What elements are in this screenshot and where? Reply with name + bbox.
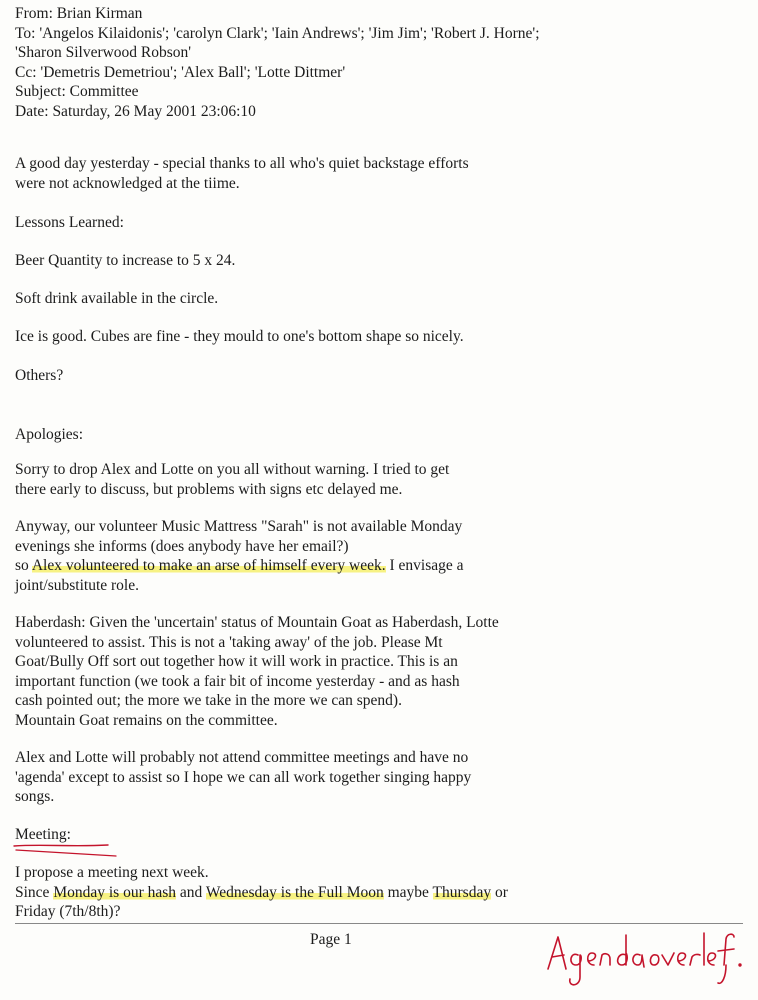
- lesson-soft-drink: Soft drink available in the circle.: [15, 290, 219, 307]
- highlighted-text: Monday is our hash: [53, 883, 177, 901]
- apologies-paragraph-1: Sorry to drop Alex and Lotte on you all without warning. I tried to get there early to discuss, but problems with signs etc delayed me.: [15, 461, 450, 498]
- apologies-heading: Apologies:: [15, 426, 84, 443]
- footer-rule: [15, 923, 743, 924]
- handwritten-underline: [12, 838, 132, 858]
- meeting-heading: Meeting:: [15, 826, 71, 843]
- intro-line: A good day yesterday - special thanks to all who's quiet backstage efforts: [15, 155, 469, 172]
- haberdash-paragraph: Haberdash: Given the 'uncertain' status of Mountain Goat as Haberdash, Lotte volunteered to assist. This is not a 'taking away' of the job. Please Mt Goat/Bully Off sort out together how it will work in practice. This is an important function (we took a fair bit of income yesterday - and as hash cash pointed out; the more we take in the more we can spend). Mountain Goat remains on the committee.: [15, 614, 499, 729]
- handwritten-note: [542, 925, 752, 995]
- intro-paragraph: [15, 154, 469, 193]
- highlighted-text: Thursday: [432, 883, 492, 901]
- lessons-others: Others?: [15, 367, 64, 384]
- to-line: To: 'Angelos Kilaidonis'; 'carolyn Clark'; 'Iain Andrews'; 'Jim Jim'; 'Robert J. Horne';: [15, 24, 540, 42]
- email-header: [15, 4, 540, 121]
- intro-line: were not acknowledged at the tiime.: [15, 174, 240, 192]
- highlighted-text: Wednesday is the Full Moon: [205, 883, 384, 901]
- page-number: Page 1: [310, 931, 352, 948]
- highlighted-text: Alex volunteered to make an arse of himself every week.: [31, 557, 386, 574]
- date-line: Date: Saturday, 26 May 2001 23:06:10: [15, 102, 256, 120]
- from-line: From: Brian Kirman: [15, 5, 143, 22]
- apologies-paragraph-2: Anyway, our volunteer Music Mattress "Sarah" is not available Monday evenings she informs (does anybody have her email?) so Alex volunteered to make an arse of himself every week. I envisage a joint/substitute role.: [15, 518, 464, 594]
- lesson-ice: Ice is good. Cubes are fine - they mould to one's bottom shape so nicely.: [15, 328, 464, 345]
- meeting-paragraph: I propose a meeting next week. Since Monday is our hash and Wednesday is the Full Moon maybe Thursday or Friday (7th/8th)?: [15, 864, 508, 920]
- lesson-beer: Beer Quantity to increase to 5 x 24.: [15, 252, 236, 269]
- subject-line: Subject: Committee: [15, 83, 139, 100]
- alex-lotte-paragraph: Alex and Lotte will probably not attend committee meetings and have no 'agenda' except to assist so I hope we can all work together singing happy songs.: [15, 749, 472, 805]
- cc-line: Cc: 'Demetris Demetriou'; 'Alex Ball'; 'Lotte Dittmer': [15, 63, 346, 81]
- lessons-heading: Lessons Learned:: [15, 214, 124, 231]
- to-line-continued: 'Sharon Silverwood Robson': [15, 44, 192, 61]
